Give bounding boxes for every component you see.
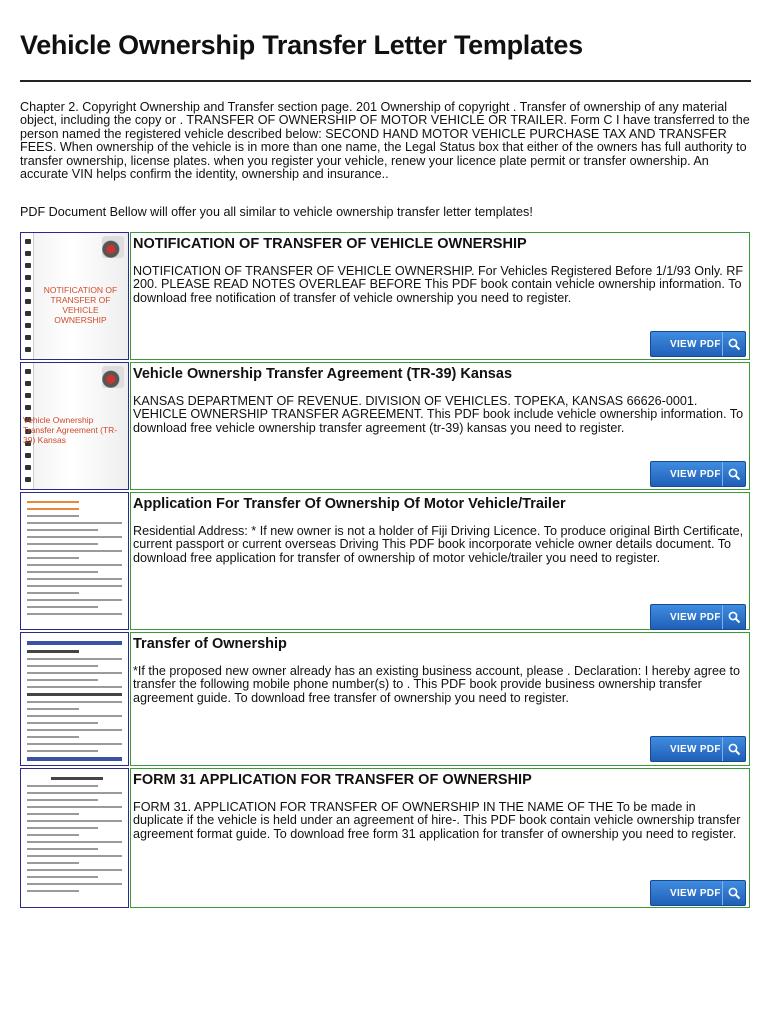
entry-title[interactable]: Application For Transfer Of Ownership Of Motor Vehicle/Trailer bbox=[133, 496, 566, 512]
view-pdf-label: VIEW PDF bbox=[670, 469, 721, 480]
magnifier-icon bbox=[722, 881, 745, 905]
pdf-info-box bbox=[130, 632, 750, 766]
spiral-binding-icon bbox=[25, 239, 31, 359]
entry-description: *If the proposed new owner already has an existing business account, please . Declaration: I hereby agree to transfer the following mobile phone number(s) to . This PDF book provide business ownership transfer agreement guide. To download free transfer of ownership you need to register. bbox=[133, 664, 740, 705]
magnifier-icon bbox=[722, 737, 745, 761]
entry-description: Residential Address: * If new owner is not a holder of Fiji Driving Licence. To produce original Birth Certificate, current passport or current overseas Driving This PDF book incorporate vehicle owner details document. To download free application for transfer of ownership of motor vehicle/trailer you need to register. bbox=[133, 524, 744, 565]
title-divider bbox=[20, 80, 751, 82]
view-pdf-label: VIEW PDF bbox=[670, 612, 721, 623]
view-pdf-label: VIEW PDF bbox=[670, 888, 721, 899]
thumbnail-label: Vehicle Ownership Transfer Agreement (TR-39) Kansas bbox=[23, 415, 118, 445]
pdf-info-box bbox=[130, 362, 750, 490]
entry-title[interactable]: Transfer of Ownership bbox=[133, 636, 287, 652]
view-pdf-button[interactable] bbox=[650, 461, 746, 487]
magnifier-icon bbox=[722, 332, 745, 356]
entry-description: NOTIFICATION OF TRANSFER OF VEHICLE OWNERSHIP. For Vehicles Registered Before 1/1/93 Only. RF 200. PLEASE READ NOTES OVERLEAF BEFORE This PDF book contain vehicle ownership information. To download free notification of transfer of vehicle ownership you need to register. bbox=[133, 264, 744, 305]
pdf-thumbnail[interactable] bbox=[20, 768, 129, 908]
offer-text: PDF Document Bellow will offer you all similar to vehicle ownership transfer letter templates! bbox=[20, 205, 533, 219]
entry-title[interactable]: Vehicle Ownership Transfer Agreement (TR-39) Kansas bbox=[133, 366, 513, 382]
page-title: Vehicle Ownership Transfer Letter Templates bbox=[20, 30, 583, 60]
entry-title[interactable]: NOTIFICATION OF TRANSFER OF VEHICLE OWNERSHIP bbox=[133, 236, 527, 252]
thumbnail-label: NOTIFICATION OF TRANSFER OF VEHICLE OWNERSHIP bbox=[43, 285, 118, 325]
pdf-thumbnail[interactable] bbox=[20, 362, 129, 490]
magnifier-icon bbox=[722, 605, 745, 629]
entry-description: FORM 31. APPLICATION FOR TRANSFER OF OWNERSHIP IN THE NAME OF THE To be made in duplicate if the vehicle is held under an agreement of hire-. This PDF book contain vehicle ownership transfer agreement format guide. To download free form 31 application for transfer of ownership you need to register. bbox=[133, 800, 741, 841]
book-emblem-icon bbox=[102, 236, 124, 258]
document-preview bbox=[27, 777, 122, 897]
magnifier-icon bbox=[722, 462, 745, 486]
document-preview bbox=[27, 641, 122, 766]
view-pdf-label: VIEW PDF bbox=[670, 339, 721, 350]
book-emblem-icon bbox=[102, 366, 124, 388]
pdf-info-box bbox=[130, 768, 750, 908]
document-preview bbox=[27, 501, 122, 620]
view-pdf-button[interactable] bbox=[650, 880, 746, 906]
pdf-thumbnail[interactable] bbox=[20, 632, 129, 766]
pdf-thumbnail[interactable] bbox=[20, 492, 129, 630]
entry-description: KANSAS DEPARTMENT OF REVENUE. DIVISION OF VEHICLES. TOPEKA, KANSAS 66626-0001. VEHICLE OWNERSHIP TRANSFER AGREEMENT. This PDF book include vehicle ownership information. To download free vehicle ownership transfer agreement (tr-39) kansas you need to register. bbox=[133, 394, 744, 435]
view-pdf-button[interactable] bbox=[650, 604, 746, 630]
view-pdf-button[interactable] bbox=[650, 736, 746, 762]
view-pdf-button[interactable] bbox=[650, 331, 746, 357]
entry-title[interactable]: FORM 31 APPLICATION FOR TRANSFER OF OWNERSHIP bbox=[133, 772, 532, 788]
pdf-info-box bbox=[130, 492, 750, 630]
intro-paragraph: Chapter 2. Copyright Ownership and Transfer section page. 201 Ownership of copyright . Transfer of ownership of any material object, including the copy or . TRANSFER OF OWNERSHIP OF MOTOR VEHICLE OR TRAILER. Form C I have transferred to the person named the registered vehicle described below: SECOND HAND MOTOR VEHICLE PURCHASE TAX AND TRANSFER FEES. When ownership of the vehicle is in more than one name, the Legal Status box that either of the owners has full authority to transfer ownership, license plates. when you register your vehicle, renew your licence plate permit or transfer ownership. An accurate VIN helps confirm the identity, ownership and insurance.. bbox=[20, 100, 750, 182]
view-pdf-label: VIEW PDF bbox=[670, 744, 721, 755]
pdf-thumbnail[interactable] bbox=[20, 232, 129, 360]
pdf-info-box bbox=[130, 232, 750, 360]
